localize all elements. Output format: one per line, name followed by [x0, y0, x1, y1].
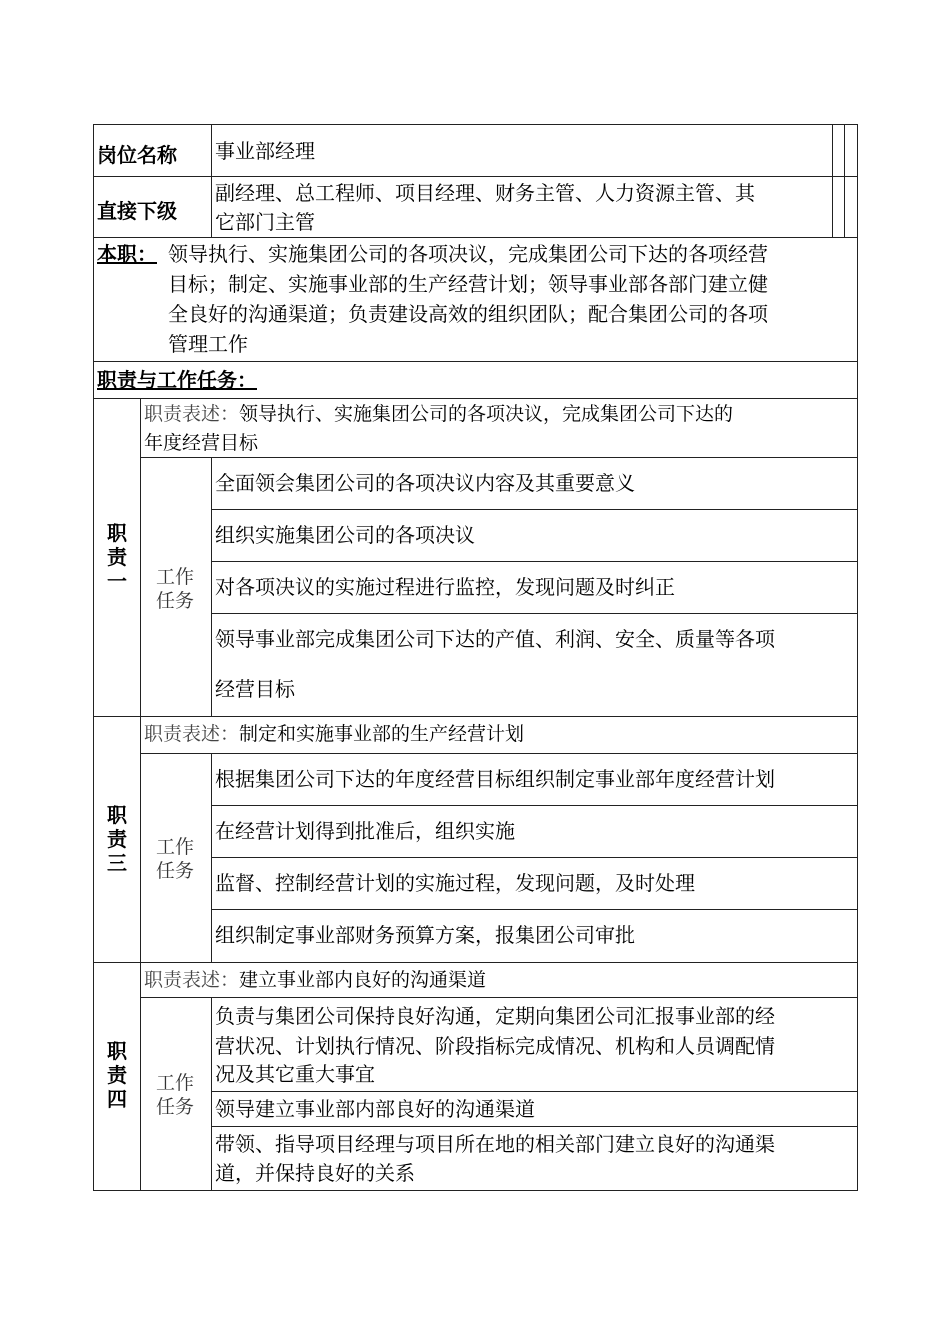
subordinates-line-1: 副经理、总工程师、项目经理、财务主管、人力资源主管、其 — [215, 181, 755, 205]
main-duty-line-1: 领导执行、实施集团公司的各项决议，完成集团公司下达的各项经营 — [168, 242, 768, 266]
duty-3-title: 职 责 四 — [107, 1039, 127, 1111]
duty-1-task-2: 组织实施集团公司的各项决议 — [215, 523, 475, 547]
duty-1-desc-line-2: 年度经营目标 — [144, 432, 259, 454]
main-duty-row — [93, 237, 858, 362]
duty-1-task-3: 对各项决议的实施过程进行监控，发现问题及时纠正 — [215, 575, 675, 599]
duty-1-desc-line-1: 职责表述：领导执行、实施集团公司的各项决议，完成集团公司下达的 — [144, 403, 734, 425]
duty-3-task-1-line-2: 营状况、计划执行情况、阶段指标完成情况、机构和人员调配情 — [215, 1034, 775, 1058]
duty-2-task-label: 工作 任务 — [155, 836, 194, 882]
tasks-heading-row — [93, 361, 858, 399]
duty-2-title: 职 责 三 — [107, 803, 127, 875]
duty-3-task-3-line-1: 带领、指导项目经理与项目所在地的相关部门建立良好的沟通渠 — [215, 1132, 775, 1156]
duty-1-task-4-line-1: 领导事业部完成集团公司下达的产值、利润、安全、质量等各项 — [215, 627, 775, 651]
duty-2-task-1: 根据集团公司下达的年度经营目标组织制定事业部年度经营计划 — [215, 767, 775, 791]
duty-3-task-1-line-3: 况及其它重大事宜 — [215, 1062, 375, 1086]
position-value: 事业部经理 — [215, 139, 315, 163]
subordinates-label: 直接下级 — [97, 199, 177, 223]
duty-block-1 — [93, 398, 858, 717]
main-duty-label: 本职： — [97, 242, 157, 266]
duty-block-2 — [93, 716, 858, 963]
subordinates-row — [93, 176, 858, 238]
position-row — [93, 124, 858, 177]
duty-1-task-4-line-2: 经营目标 — [215, 677, 295, 701]
duty-1-task-label: 工作 任务 — [155, 566, 194, 612]
duty-3-task-3-line-2: 道，并保持良好的关系 — [215, 1161, 415, 1185]
tasks-heading: 职责与工作任务： — [97, 368, 257, 392]
main-duty-line-2: 目标；制定、实施事业部的生产经营计划；领导事业部各部门建立健 — [168, 272, 768, 296]
job-description-table — [93, 124, 858, 1191]
duty-3-desc: 职责表述：建立事业部内良好的沟通渠道 — [144, 969, 487, 991]
duty-block-3 — [93, 962, 858, 1191]
main-duty-line-3: 全良好的沟通渠道；负责建设高效的组织团队；配合集团公司的各项 — [168, 302, 768, 326]
duty-2-desc: 职责表述：制定和实施事业部的生产经营计划 — [144, 723, 525, 745]
duty-3-task-2: 领导建立事业部内部良好的沟通渠道 — [215, 1097, 535, 1121]
duty-1-task-1: 全面领会集团公司的各项决议内容及其重要意义 — [215, 471, 635, 495]
main-duty-line-4: 管理工作 — [168, 332, 248, 356]
subordinates-line-2: 它部门主管 — [215, 210, 315, 234]
duty-2-task-2: 在经营计划得到批准后，组织实施 — [215, 819, 515, 843]
duty-3-task-1-line-1: 负责与集团公司保持良好沟通，定期向集团公司汇报事业部的经 — [215, 1004, 775, 1028]
position-label: 岗位名称 — [97, 143, 177, 167]
duty-1-title: 职 责 一 — [107, 521, 127, 593]
duty-2-task-3: 监督、控制经营计划的实施过程，发现问题，及时处理 — [215, 871, 695, 895]
duty-3-task-label: 工作 任务 — [155, 1072, 194, 1118]
duty-2-task-4: 组织制定事业部财务预算方案，报集团公司审批 — [215, 923, 635, 947]
